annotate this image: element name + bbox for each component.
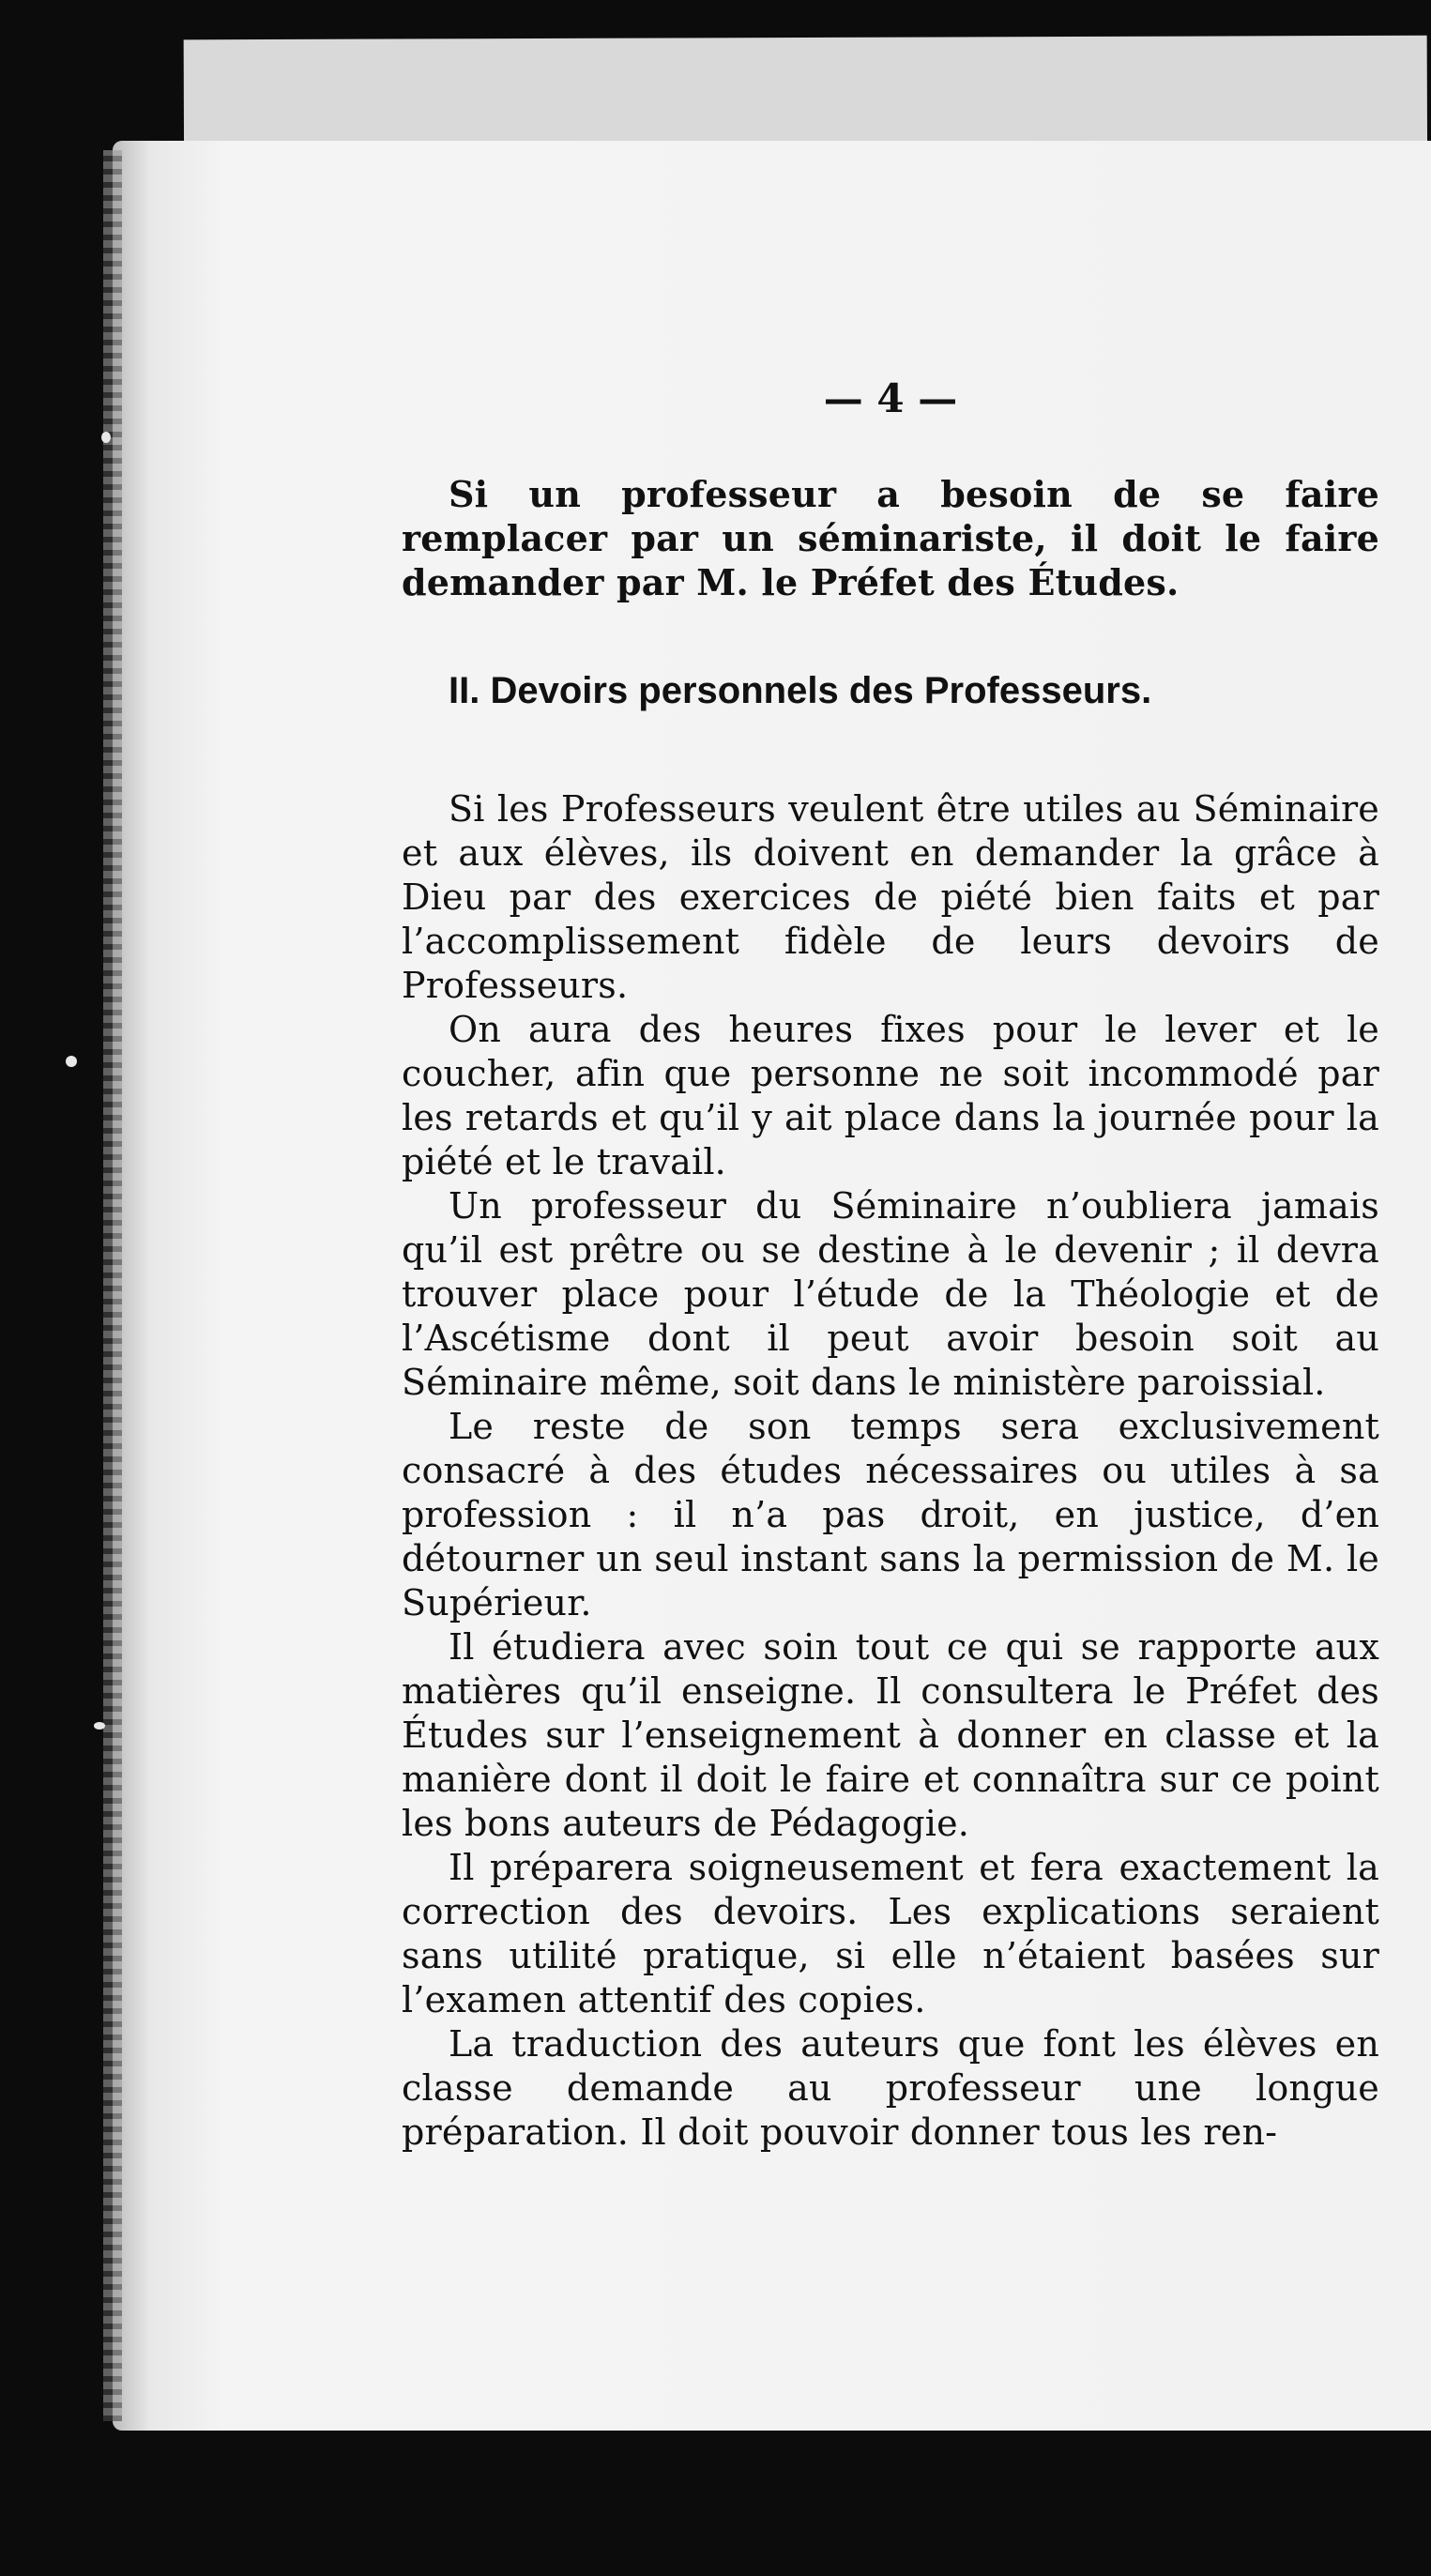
intro-paragraph: Si un professeur a besoin de se faire remplacer par un séminariste, il doit le faire demander par M. le Préfet des Études. bbox=[402, 473, 1379, 603]
section-heading: II. Devoirs personnels des Professeurs. bbox=[449, 670, 1152, 711]
paragraph: Il étudiera avec soin tout ce qui se rapporte aux matières qu’il enseigne. Il consultera le Préfet des Études sur l’enseignement à donner en classe et la manière dont il doit le faire et connaîtra sur ce point les bons auteurs de Pédagogie. bbox=[402, 1626, 1379, 1844]
page-binding-edge bbox=[103, 150, 122, 2421]
paragraph: La traduction des auteurs que font les élèves en classe demande au professeur une longue préparation. Il doit pouvoir donner tous les ren- bbox=[402, 2023, 1379, 2153]
page-number: — 4 — bbox=[823, 375, 958, 421]
paragraph: Il préparera soigneusement et fera exactement la correction des devoirs. Les explications seraient sans utilité pratique, si elle n’étaient basées sur l’examen attentif des copies. bbox=[402, 1847, 1379, 2020]
paragraph: Un professeur du Séminaire n’oubliera jamais qu’il est prêtre ou se destine à le devenir ; il devra trouver place pour l’étude de la Théologie et de l’Ascétisme dont il peut avoir besoin soit au Séminaire même, soit dans le ministère paroissial. bbox=[402, 1185, 1379, 1403]
page-content bbox=[402, 375, 1379, 2155]
scan-speck bbox=[94, 1722, 105, 1730]
scan-speck bbox=[101, 432, 111, 443]
scan-speck bbox=[66, 1056, 77, 1067]
paragraph: On aura des heures fixes pour le lever et le coucher, afin que personne ne soit incommodé par les retards et qu’il y ait place dans la journée pour la piété et le travail. bbox=[402, 1009, 1379, 1182]
paragraph: Le reste de son temps sera exclusivement consacré à des études nécessaires ou utiles à sa profession : il n’a pas droit, en justice, d’en détourner un seul instant sans la permission de M. le Supérieur. bbox=[402, 1406, 1379, 1623]
paragraph: Si les Professeurs veulent être utiles au Séminaire et aux élèves, ils doivent en demander la grâce à Dieu par des exercices de piété bien faits et par l’accomplissement fidèle de leurs devoirs de Professeurs. bbox=[402, 788, 1379, 1006]
